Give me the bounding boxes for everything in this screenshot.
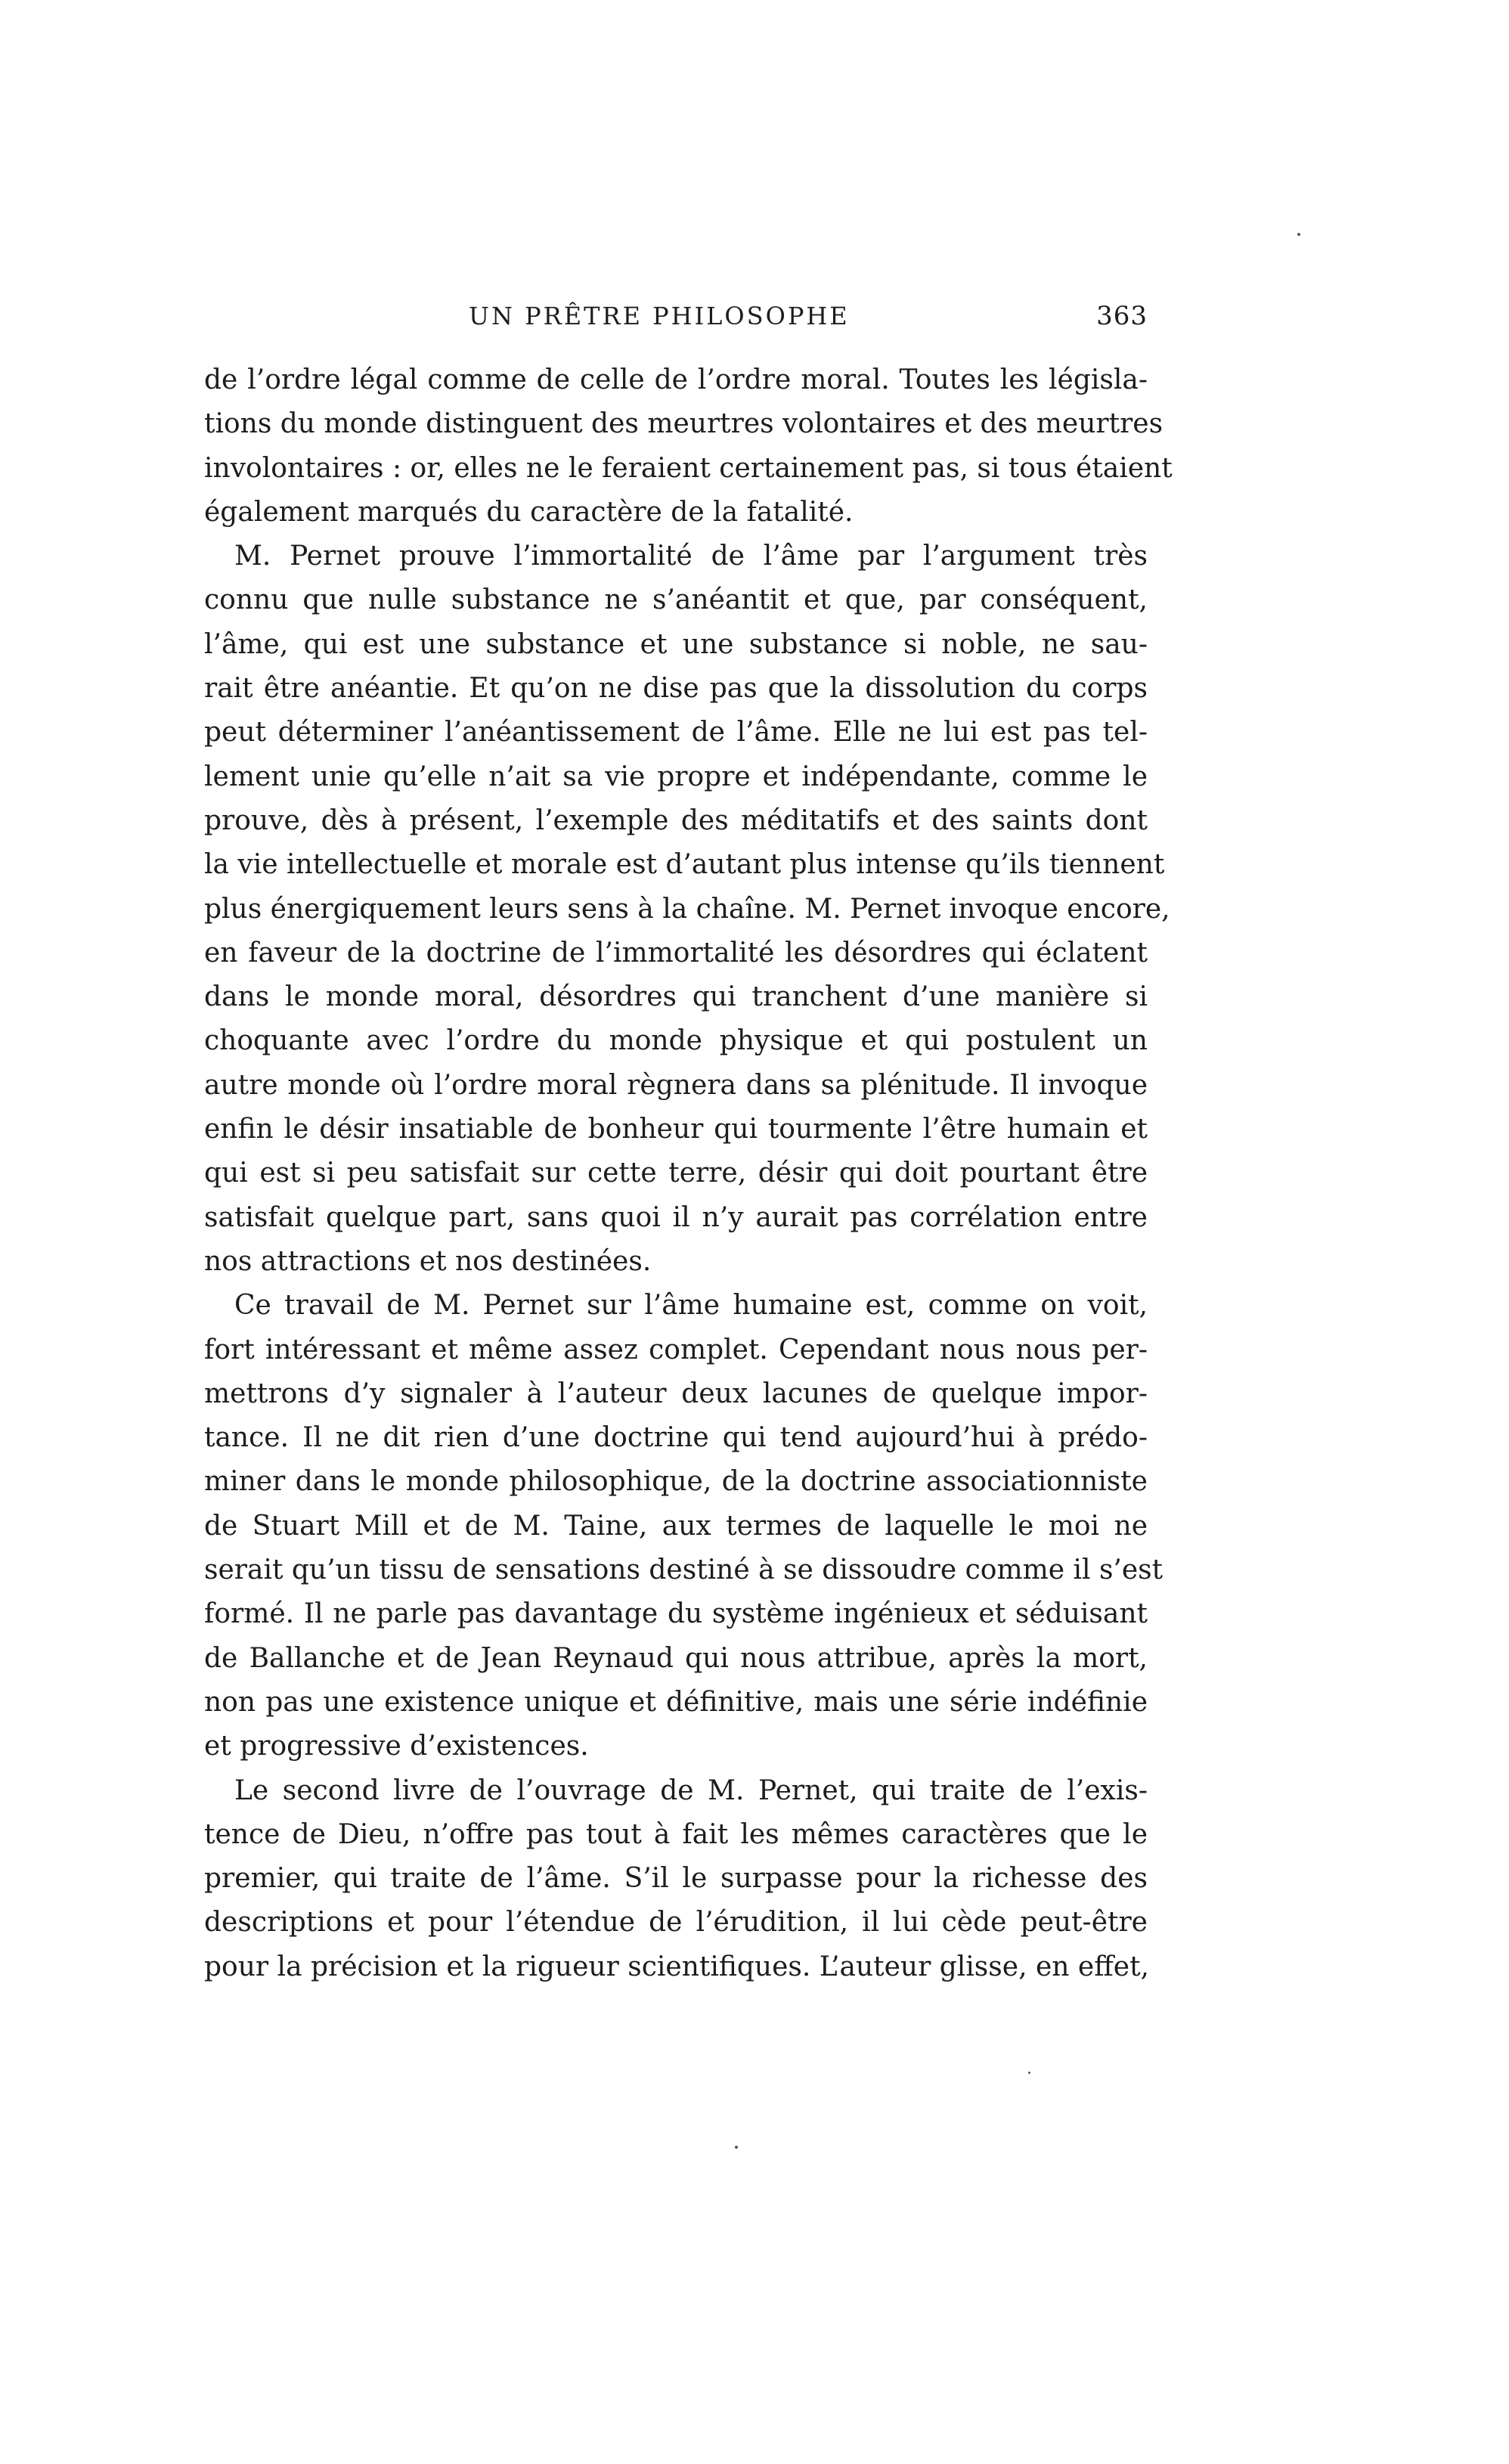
text-line: tions du monde distinguent des meurtres volontaires et des meurtres	[204, 408, 1164, 440]
text-line: tance. Il ne dit rien d’une doctrine qui tend aujourd’hui à prédo-	[204, 1422, 1148, 1454]
text-line: autre monde où l’ordre moral règnera dans sa plénitude. Il invoque	[204, 1069, 1148, 1101]
running-header	[204, 301, 1148, 346]
text-line: M. Pernet prouve l’immortalité de l’âme par l’argument très	[234, 541, 1148, 572]
text-line: Ce travail de M. Pernet sur l’âme humaine est, comme on voit,	[234, 1290, 1148, 1322]
text-line: plus énergiquement leurs sens à la chaîne. M. Pernet invoque encore,	[204, 893, 1170, 925]
scan-speck	[1297, 233, 1300, 236]
text-line: non pas une existence unique et définitive, mais une série indéfinie	[204, 1686, 1148, 1718]
text-line: connu que nulle substance ne s’anéantit et que, par conséquent,	[204, 584, 1148, 616]
text-line: Le second livre de l’ouvrage de M. Pernet, qui traite de l’exis-	[234, 1774, 1148, 1806]
text-line: premier, qui traite de l’âme. S’il le surpasse pour la richesse des	[204, 1863, 1148, 1895]
text-line: la vie intellectuelle et morale est d’autant plus intense qu’ils tiennent	[204, 849, 1165, 881]
text-line: nos attractions et nos destinées.	[204, 1245, 652, 1277]
text-line: prouve, dès à présent, l’exemple des méditatifs et des saints dont	[204, 804, 1148, 836]
text-line: lement unie qu’elle n’ait sa vie propre et indépendante, comme le	[204, 761, 1148, 792]
text-line: pour la précision et la rigueur scientifiques. L’auteur glisse, en effet,	[204, 1951, 1149, 1982]
text-line: choquante avec l’ordre du monde physique et qui postulent un	[204, 1025, 1148, 1057]
text-line: de l’ordre légal comme de celle de l’ordre moral. Toutes les législa-	[204, 364, 1148, 395]
text-line: enfin le désir insatiable de bonheur qui tourmente l’être humain et	[204, 1114, 1148, 1145]
text-line: en faveur de la doctrine de l’immortalité les désordres qui éclatent	[204, 937, 1148, 969]
text-line: qui est si peu satisfait sur cette terre, désir qui doit pourtant être	[204, 1158, 1148, 1189]
text-line: satisfait quelque part, sans quoi il n’y aurait pas corrélation entre	[204, 1201, 1148, 1233]
text-line: et progressive d’existences.	[204, 1731, 589, 1762]
text-line: dans le monde moral, désordres qui tranchent d’une manière si	[204, 981, 1148, 1013]
body-text	[204, 358, 1173, 1989]
text-line: peut déterminer l’anéantissement de l’âme. Elle ne lui est pas tel-	[204, 717, 1148, 748]
scan-speck	[1028, 2072, 1030, 2074]
running-title: UN PRÊTRE PHILOSOPHE	[469, 302, 850, 330]
text-line: serait qu’un tissu de sensations destiné à se dissoudre comme il s’est	[204, 1554, 1164, 1586]
text-line: tence de Dieu, n’offre pas tout à fait les mêmes caractères que le	[204, 1818, 1148, 1850]
text-line: de Ballanche et de Jean Reynaud qui nous attribue, après la mort,	[204, 1642, 1148, 1674]
page-number: 363	[1096, 301, 1148, 331]
text-line: mettrons d’y signaler à l’auteur deux lacunes de quelque impor-	[204, 1378, 1148, 1409]
text-line: formé. Il ne parle pas davantage du système ingénieux et séduisant	[204, 1598, 1148, 1630]
text-line: de Stuart Mill et de M. Taine, aux termes de laquelle le moi ne	[204, 1510, 1148, 1542]
text-line: miner dans le monde philosophique, de la doctrine associationniste	[204, 1466, 1148, 1498]
text-line: l’âme, qui est une substance et une substance si noble, ne sau-	[204, 628, 1148, 660]
text-line: descriptions et pour l’étendue de l’érudition, il lui cède peut-être	[204, 1907, 1148, 1939]
text-line: également marqués du caractère de la fatalité.	[204, 496, 854, 528]
text-line: fort intéressant et même assez complet. Cependant nous nous per-	[204, 1334, 1148, 1365]
text-line: involontaires : or, elles ne le feraient certainement pas, si tous étaient	[204, 452, 1173, 484]
scan-speck	[735, 2146, 738, 2149]
text-line: rait être anéantie. Et qu’on ne dise pas que la dissolution du corps	[204, 673, 1148, 705]
